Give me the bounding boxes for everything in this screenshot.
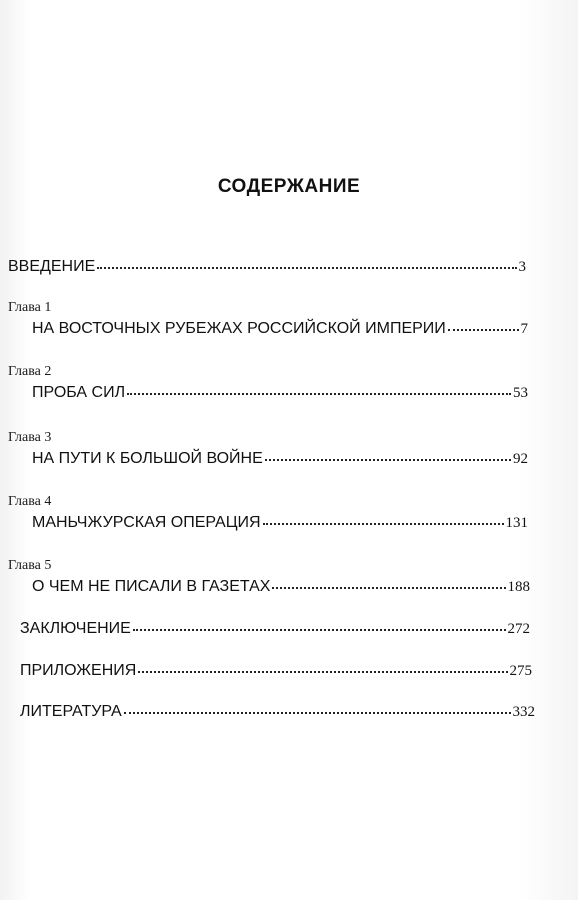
toc-entry-page-number: 92: [513, 451, 528, 467]
dot-leader: [124, 702, 511, 714]
toc-entry-chapter-3[interactable]: [32, 450, 528, 468]
toc-entry-chapter-5[interactable]: [32, 578, 530, 596]
chapter-label: Глава 3: [8, 430, 52, 445]
toc-entry-page-number: 7: [520, 321, 528, 337]
toc-entry-conclusion[interactable]: [20, 620, 530, 638]
toc-entry-title: ПРИЛОЖЕНИЯ: [20, 662, 137, 679]
toc-entry-page-number: 188: [507, 579, 530, 595]
toc-entry-chapter-2[interactable]: [32, 384, 528, 402]
toc-entry-title: О ЧЕМ НЕ ПИСАЛИ В ГАЗЕТАХ: [32, 578, 271, 595]
toc-entry-title: ЗАКЛЮЧЕНИЕ: [20, 620, 131, 637]
dot-leader: [127, 383, 511, 395]
toc-entry-title: НА ВОСТОЧНЫХ РУБЕЖАХ РОССИЙСКОЙ ИМПЕРИИ: [32, 320, 446, 337]
chapter-label: Глава 5: [8, 558, 52, 573]
toc-entry-title: НА ПУТИ К БОЛЬШОЙ ВОЙНЕ: [32, 450, 263, 467]
dot-leader: [272, 577, 505, 589]
toc-entry-page-number: 275: [509, 663, 532, 679]
dot-leader: [133, 619, 506, 631]
chapter-label: Глава 4: [8, 494, 52, 509]
toc-entry-page-number: 131: [505, 515, 528, 531]
toc-entry-title: ЛИТЕРАТУРА: [20, 703, 122, 720]
dot-leader: [97, 257, 516, 269]
toc-entry-title: МАНЬЧЖУРСКАЯ ОПЕРАЦИЯ: [32, 514, 261, 531]
toc-entry-introduction[interactable]: [8, 258, 526, 276]
chapter-label: Глава 1: [8, 300, 52, 315]
dot-leader: [138, 661, 507, 673]
dot-leader: [448, 319, 519, 331]
toc-entry-page-number: 3: [518, 259, 526, 275]
toc-heading: СОДЕРЖАНИЕ: [217, 176, 361, 197]
toc-entry-chapter-4[interactable]: [32, 514, 528, 532]
toc-entry-appendices[interactable]: [20, 662, 532, 680]
chapter-label: Глава 2: [8, 364, 52, 379]
toc-entry-title: ПРОБА СИЛ: [32, 384, 126, 401]
toc-entry-chapter-1[interactable]: [32, 320, 528, 338]
toc-entry-literature[interactable]: [20, 703, 535, 721]
toc-entry-page-number: 272: [507, 621, 530, 637]
dot-leader: [263, 513, 504, 525]
toc-entry-page-number: 332: [512, 704, 535, 720]
toc-entry-title: ВВЕДЕНИЕ: [8, 258, 96, 275]
dot-leader: [265, 449, 511, 461]
toc-entry-page-number: 53: [513, 385, 528, 401]
